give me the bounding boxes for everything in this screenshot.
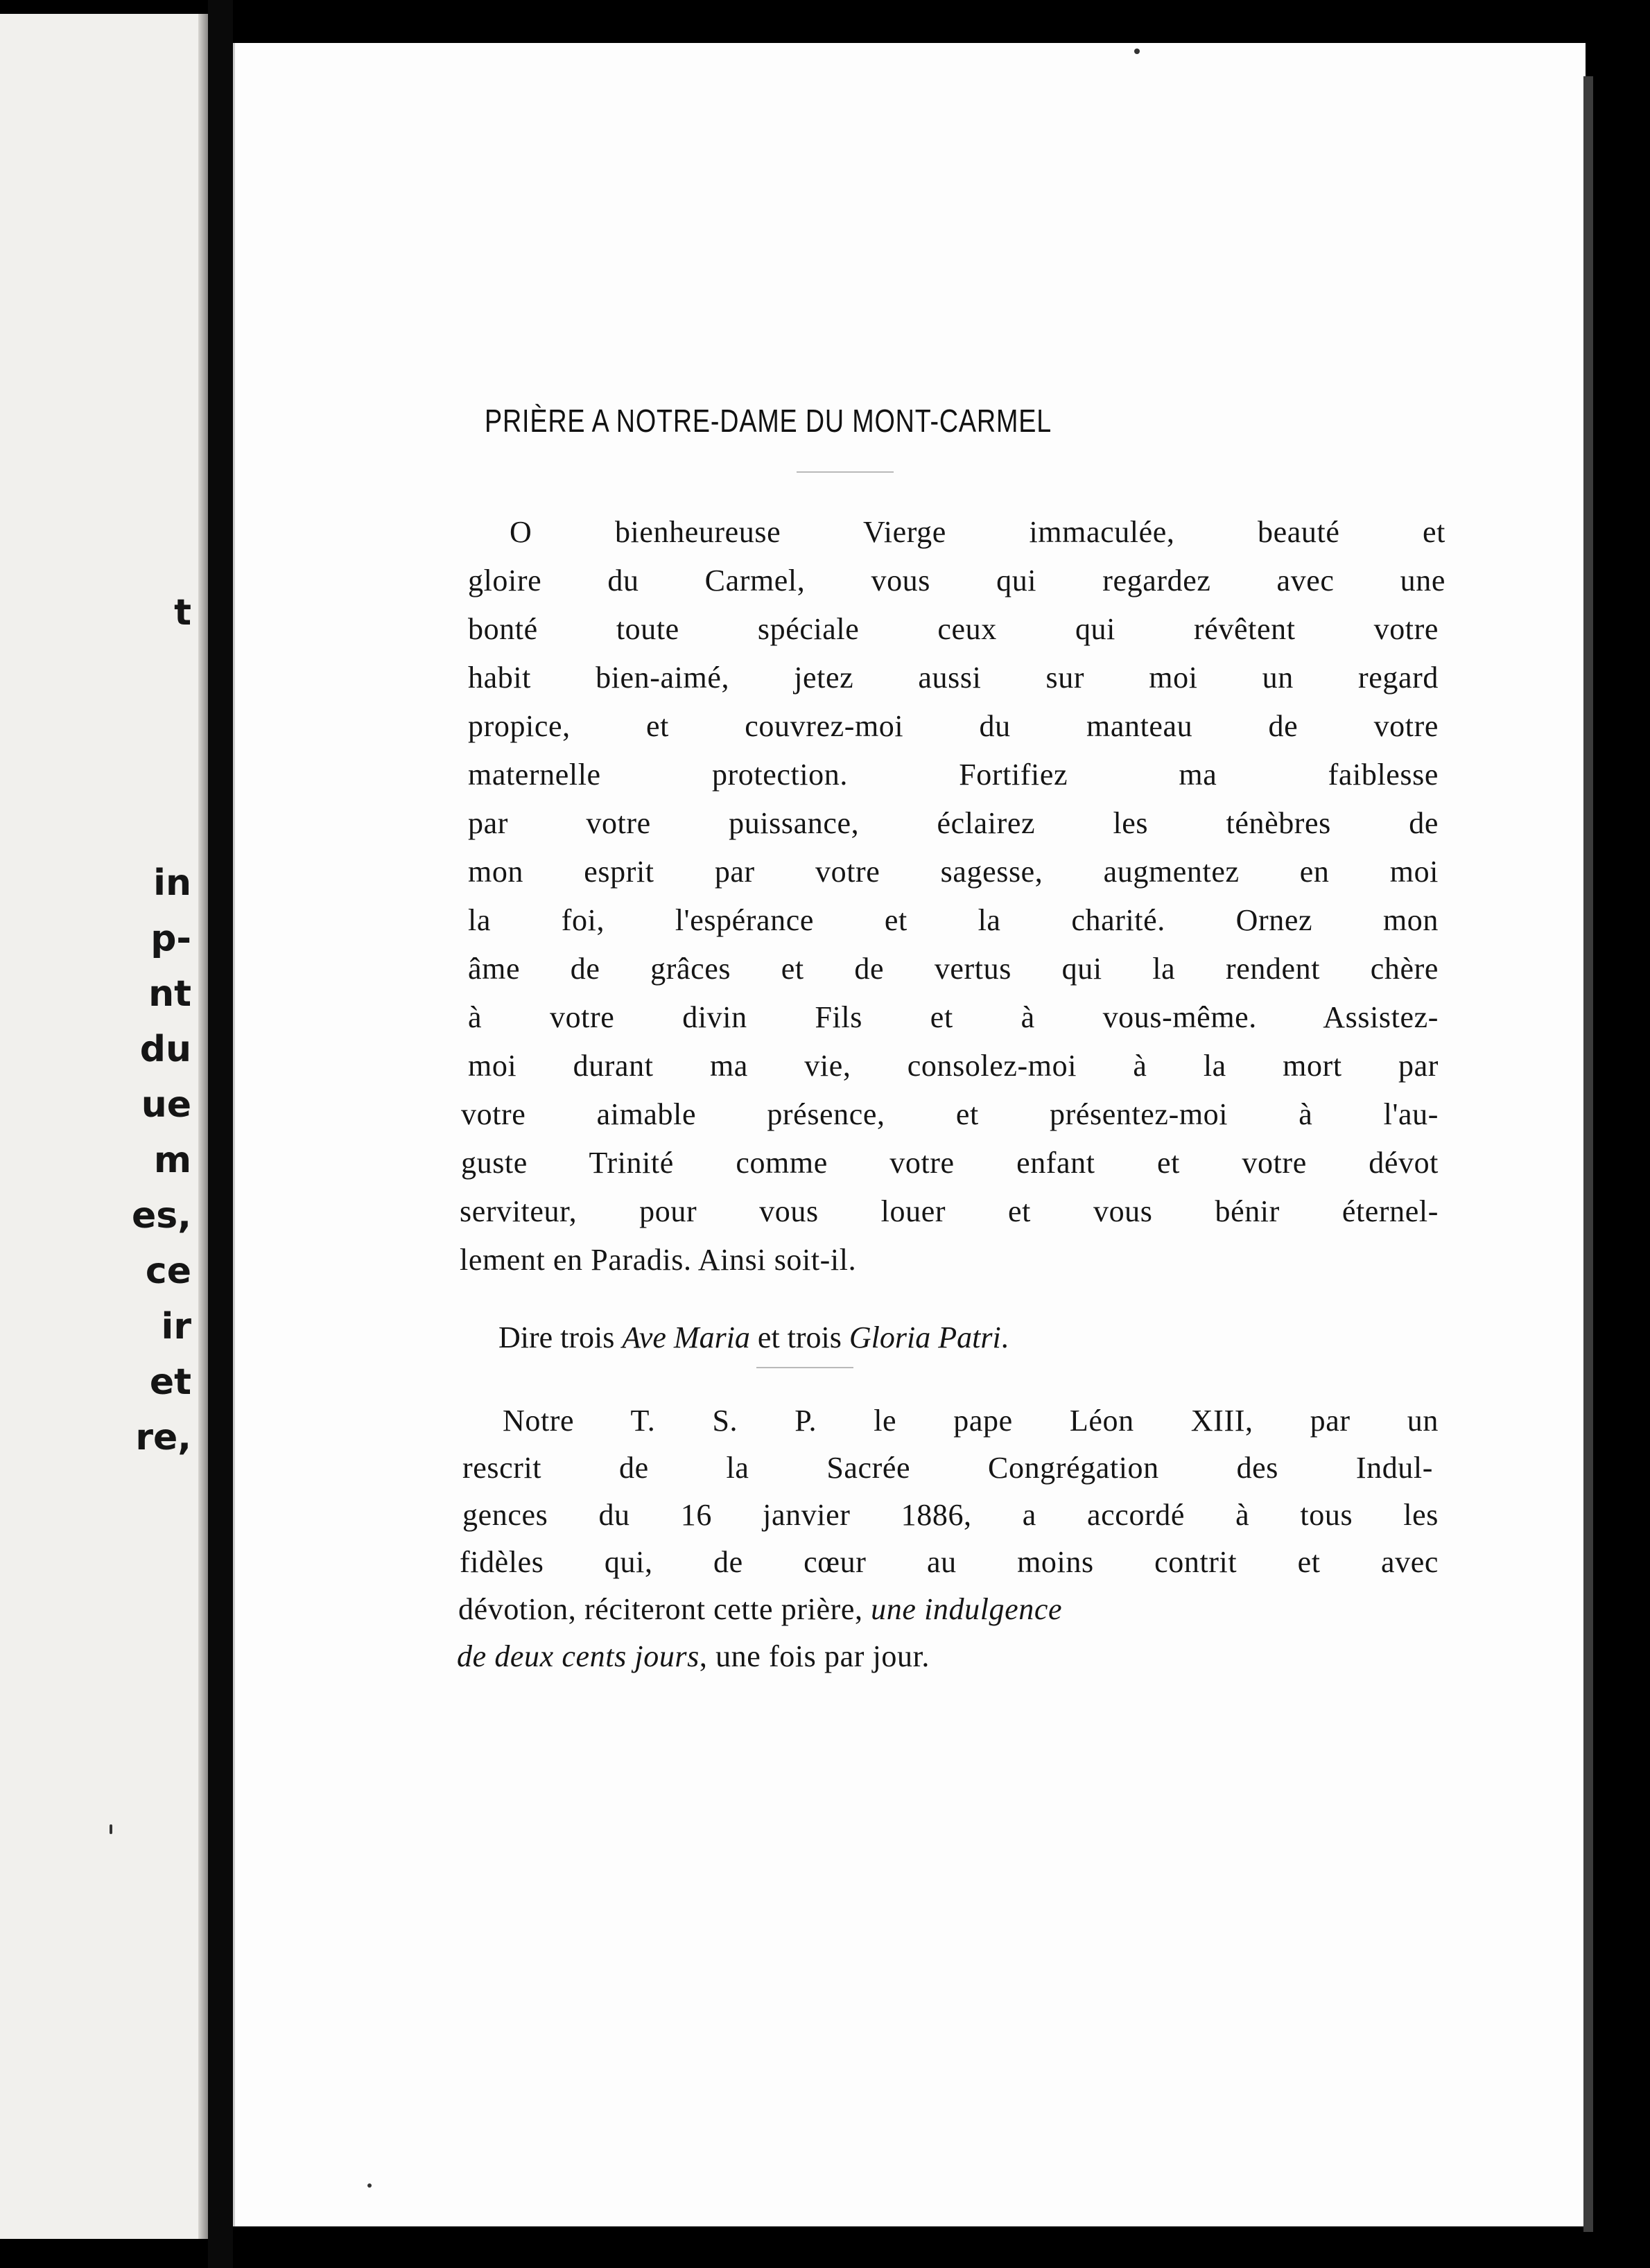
prayer-body — [460, 514, 1445, 1291]
left-fragment: ir — [161, 1306, 191, 1347]
left-fragment: in — [153, 862, 191, 904]
left-fragment: re, — [135, 1417, 191, 1458]
instruction-text: Dire trois — [498, 1320, 623, 1354]
indulgence-line: gences du 16 janvier 1886, a accordé à tous les — [462, 1498, 1439, 1532]
left-fragment: ce — [145, 1250, 191, 1292]
section-divider — [756, 1367, 853, 1368]
prayer-line: lement en Paradis. Ainsi soit-il. — [460, 1243, 857, 1277]
prayer-line: mon esprit par votre sagesse, augmentez en moi — [468, 855, 1439, 889]
right-page — [233, 43, 1586, 2226]
indulgence-line: rescrit de la Sacrée Congrégation des Indul- — [462, 1451, 1433, 1485]
prayer-line: maternelle protection. Fortifiez ma faiblesse — [468, 758, 1439, 792]
instruction-text: . — [1000, 1320, 1009, 1354]
prayer-line: serviteur, pour vous louer et vous bénir éternel- — [460, 1194, 1439, 1228]
left-page — [0, 14, 208, 2239]
left-fragment: ue — [141, 1084, 191, 1126]
prayer-line: moi durant ma vie, consolez-moi à la mort par — [468, 1049, 1439, 1083]
prayer-line: bonté toute spéciale ceux qui révêtent votre — [468, 612, 1439, 646]
right-page-edge — [1583, 76, 1593, 2232]
prayer-line: O bienheureuse Vierge immaculée, beauté et — [510, 515, 1445, 549]
indulgence-text: dévotion, réciteront cette prière, — [458, 1592, 871, 1626]
indulgence-line — [457, 1639, 930, 1674]
prayer-line: propice, et couvrez-moi du manteau de votre — [468, 709, 1439, 743]
prayer-line: gloire du Carmel, vous qui regardez avec une — [468, 564, 1445, 597]
title-divider — [797, 471, 894, 473]
left-fragment: nt — [148, 973, 191, 1015]
dust-speck — [110, 1824, 112, 1834]
dust-speck — [1134, 49, 1140, 54]
prayer-line: la foi, l'espérance et la charité. Ornez mon — [468, 903, 1439, 937]
ave-maria-text: Ave Maria — [622, 1320, 750, 1354]
dust-speck — [367, 2183, 372, 2188]
prayer-line: par votre puissance, éclairez les ténèbres de — [468, 806, 1439, 840]
prayer-instruction — [498, 1320, 1400, 1355]
indulgence-note — [457, 1403, 1439, 1722]
prayer-line: à votre divin Fils et à vous-même. Assistez- — [468, 1000, 1439, 1034]
left-fragment: m — [153, 1140, 191, 1181]
indulgence-italic: de deux cents jours — [457, 1639, 700, 1673]
indulgence-text: , une fois par jour. — [699, 1639, 930, 1673]
prayer-title: PRIÈRE A NOTRE-DAME DU MONT-CARMEL — [485, 403, 1052, 439]
left-fragment: t — [174, 592, 191, 634]
indulgence-italic: une indulgence — [871, 1592, 1063, 1626]
indulgence-line: fidèles qui, de cœur au moins contrit et avec — [460, 1545, 1439, 1579]
prayer-line: guste Trinité comme votre enfant et votre dévot — [461, 1146, 1439, 1180]
left-page-edge — [198, 14, 208, 2239]
instruction-text: et trois — [749, 1320, 849, 1354]
indulgence-line — [458, 1591, 1062, 1627]
left-fragment: p- — [150, 918, 191, 959]
prayer-line: âme de grâces et de vertus qui la rendent chère — [468, 952, 1439, 986]
left-fragment: et — [149, 1361, 191, 1403]
left-fragment: du — [139, 1029, 191, 1070]
book-gutter — [208, 0, 233, 2268]
prayer-line: votre aimable présence, et présentez-moi à l'au- — [461, 1097, 1439, 1131]
prayer-line: habit bien-aimé, jetez aussi sur moi un regard — [468, 661, 1439, 695]
left-fragment: es, — [132, 1195, 191, 1237]
gloria-patri-text: Gloria Patri — [849, 1320, 1001, 1354]
indulgence-line: Notre T. S. P. le pape Léon XIII, par un — [503, 1404, 1439, 1438]
